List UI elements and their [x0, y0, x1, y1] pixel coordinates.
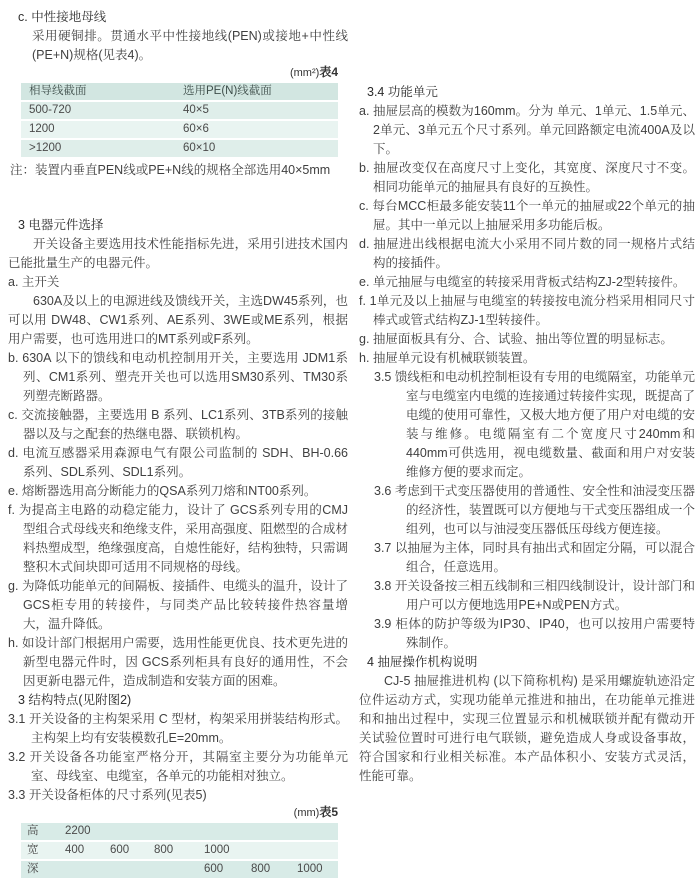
list-item: b. 抽屉改变仅在高度尺寸上变化，其宽度、深度尺寸不变。相同功能单元的抽屉具有良好的互换性。 — [359, 161, 695, 194]
table4-caption-label: 表4 — [319, 65, 338, 79]
table-header-cell: 相导线截面 — [21, 83, 175, 100]
list-item: e. 单元抽屉与电缆室的转接采用背板式结构ZJ-2型转接件。 — [359, 275, 686, 289]
table-cell: 400 — [59, 842, 104, 859]
list-item: f. 为提高主电路的动稳定能力，设计了 GCS系列专用的CMJ型组合式母线夹和绝缘支件，采用高强度、阻燃型的合成材料热塑成型，绝缘强度高，自熄性能好，结构独特，只需调整积木式间块即可适用不同规格的母线。 — [8, 503, 349, 574]
table-header-cell: 选用PE(N)线截面 — [175, 83, 338, 100]
numbered-item: 3.8 开关设备按三相五线制和三相四线制设计，设计部门和用户可以方便地选用PE+N或PEN方式。 — [374, 579, 695, 612]
list-item: d. 抽屉进出线根据电流大小采用不同片数的同一规格片式结构的接插件。 — [359, 237, 695, 270]
numbered-item: 3.2 开关设备各功能室严格分开，其隔室主要分为功能单元室、母线室、电缆室，各单元的功能相对独立。 — [8, 750, 348, 783]
list-item: c. 交流接触器，主要选用 B 系列、LC1系列、3TB系列的接触器以及与之配套的热继电器、联锁机构。 — [8, 408, 348, 441]
list-item: c. 每台MCC柜最多能安装11个一单元的抽屉或22个单元的抽屉。其中一单元以上抽屉采用多功能后板。 — [359, 199, 695, 232]
table5-caption — [21, 806, 338, 820]
list-item: b. 630A 以下的馈线和电动机控制用开关，主要选用 JDM1系列、CM1系列、塑壳开关也可以选用SM30系列、TM30系列塑壳断路器。 — [8, 351, 348, 403]
table4-note: 注：装置内垂直PEN线或PE+N线的规格全部选用40×5mm — [10, 163, 331, 177]
list-item: a. 抽屉层高的模数为160mm。分为 单元、1单元、1.5单元、2单元、3单元五个尺寸系列。单元回路额定电流400A及以下。 — [359, 104, 695, 156]
list-item-a-body: 630A及以上的电源进线及馈线开关，主选DW45系列，也可以用 DW48、CW1系列、AE系列、3WE或ME系列，根据用户需要，也可选用进口的MT系列或F系列。 — [8, 294, 348, 346]
cabinet-dimensions-table — [21, 821, 338, 880]
table-cell: 60×6 — [175, 121, 338, 138]
table-cell — [104, 861, 148, 878]
list-item: h. 如设计部门根据用户需要，选用性能更优良、技术更先进的新型电器元件时，因 GCS系列柜具有良好的通用性，不会因更新电器元件，造成制造和安装方面的困难。 — [8, 636, 348, 688]
list-item: g. 为降低功能单元的间隔板、接插件、电缆头的温升，设计了GCS柜专用的转接件，与同类产品比较转接件热容量增大，温升降低。 — [8, 579, 348, 631]
pe-n-selection-table — [21, 81, 338, 159]
table-cell: 60×10 — [175, 140, 338, 157]
numbered-item: 3.1 开关设备的主构架采用 C 型材，构架采用拼装结构形式。主构架上均有安装模数孔E=20mm。 — [8, 712, 348, 745]
table-cell — [245, 823, 291, 840]
table-cell — [59, 861, 104, 878]
table-header-row — [21, 83, 338, 100]
section3-intro: 开关设备主要选用技术性能指标先进，采用引进技术国内已能批量生产的电器元件。 — [8, 237, 348, 270]
table-cell: 2200 — [59, 823, 104, 840]
table-cell — [148, 823, 198, 840]
numbered-item: 3.6 考虑到干式变压器使用的普通性、安全性和油浸变压器的经济性，装置既可以方便地与干式变压器组成一个组列，也可以与油浸变压器低压母线方便连接。 — [374, 484, 695, 536]
table4-block — [21, 66, 338, 159]
table-row — [21, 121, 338, 138]
section4-body: CJ-5 抽屉推进机构 (以下简称机构) 是采用螺旋轨迹沿定位件运动方式，实现功能单元推进和抽出，在功能单元推进和和抽出过程中，实现三位置显示和机械联锁并配有微动开关试验位置时可进行电气联锁，避免造成人身或设备事故，符合国家和行业相关标准。本产品体积小、安装方式灵活，性能可靠。 — [359, 674, 695, 783]
table4-caption-unit: (mm²) — [289, 67, 320, 79]
list-item: h. 抽屉单元设有机械联锁装置。 — [359, 351, 536, 365]
table5-caption-label: 表5 — [319, 805, 338, 819]
numbered-item: 3.5 馈线柜和电动机控制柜设有专用的电缆隔室，功能单元室与电缆室内电缆的连接通过转接件实现，既提高了电缆的使用可靠性，又极大地方便了用户对电缆的安装与维修。电缆隔室有二个宽度尺寸240mm和440mm可供选用，视电缆数量、截面和用户对安装维修方便的要求而定。 — [374, 370, 695, 479]
table-cell: 宽 — [21, 842, 59, 859]
list-item: d. 电流互感器采用森源电气有限公司监制的 SDH、BH-0.66 系列、SDL系列、SDL1系列。 — [8, 446, 348, 479]
list-item: f. 1单元及以上抽屉与电缆室的转接按电流分档采用相同尺寸棒式或管式结构ZJ-1型转接件。 — [359, 294, 695, 327]
table-row — [21, 140, 338, 157]
list-item-a-title: a. 主开关 — [8, 275, 60, 289]
table5-caption-unit: (mm) — [293, 807, 320, 819]
section3-structure-title: 3 结构特点(见附图2) — [18, 693, 132, 707]
table-cell: >1200 — [21, 140, 175, 157]
table-cell — [148, 861, 198, 878]
table-row — [21, 842, 338, 859]
table-cell: 深 — [21, 861, 59, 878]
table-cell — [198, 823, 245, 840]
item-neutral-busbar-title: c. 中性接地母线 — [18, 10, 107, 24]
section34-title: 3.4 功能单元 — [367, 85, 438, 99]
table4-caption — [21, 66, 338, 80]
section3-components-title: 3 电器元件选择 — [18, 218, 104, 232]
table-cell — [245, 842, 291, 859]
item-neutral-busbar-body: 采用硬铜排。贯通水平中性接地线(PEN)或接地+中性线(PE+N)规格(见表4)。 — [32, 29, 348, 62]
list-item: g. 抽屉面板具有分、合、试验、抽出等位置的明显标志。 — [359, 332, 673, 346]
numbered-item: 3.3 开关设备柜体的尺寸系列(见表5) — [8, 788, 207, 802]
table-cell: 600 — [104, 842, 148, 859]
table-cell: 800 — [148, 842, 198, 859]
table-cell: 600 — [198, 861, 245, 878]
table-cell — [104, 823, 148, 840]
right-column — [359, 8, 695, 862]
numbered-item: 3.9 柜体的防护等级为IP30、IP40，也可以按用户需要特殊制作。 — [374, 617, 695, 650]
table-cell: 1000 — [198, 842, 245, 859]
table-cell: 1200 — [21, 121, 175, 138]
table-cell: 40×5 — [175, 102, 338, 119]
table-row — [21, 102, 338, 119]
table-cell — [291, 842, 338, 859]
table-cell: 高 — [21, 823, 59, 840]
table-cell: 1000 — [291, 861, 338, 878]
table5-block — [21, 806, 338, 880]
numbered-item: 3.7 以抽屉为主体，同时具有抽出式和固定分隔，可以混合组合，任意选用。 — [374, 541, 695, 574]
table-row — [21, 823, 338, 840]
table-cell: 800 — [245, 861, 291, 878]
left-column — [8, 8, 349, 875]
table-cell: 500-720 — [21, 102, 175, 119]
table-cell — [291, 823, 338, 840]
section4-title: 4 抽屉操作机构说明 — [367, 655, 478, 669]
table-row — [21, 861, 338, 878]
list-item: e. 熔断器选用高分断能力的QSA系列刀熔和NT00系列。 — [8, 484, 317, 498]
